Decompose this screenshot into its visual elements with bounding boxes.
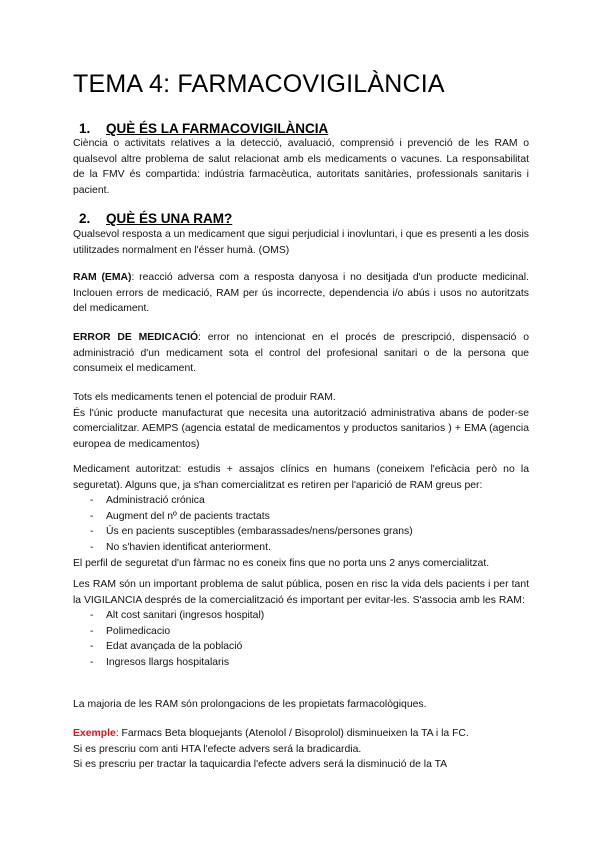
- ram-ema-definition: [73, 270, 529, 317]
- list-item: - Polimedicacio: [73, 624, 529, 640]
- potential-line-2: És l'únic producte manufacturat que necesita una autorització administrativa abans de poder-se comercialitzar. AEMPS (agencia estatal de medicamentos y productos sanitarios ) + EMA (agencia europea de medicamentos): [73, 407, 529, 450]
- medication-error-definition: [73, 330, 529, 377]
- section-1-title: QUÈ ÉS LA FARMACOVIGILÀNCIA: [106, 121, 329, 136]
- medication-error-text: : error no intencionat en el procés de prescripció, dispensació o administració d'un medicament sota el control del profesional sanitari o de la persona que consumeix el medicament.: [73, 332, 529, 375]
- example-label: Exemple: [73, 728, 116, 739]
- section-2-title: QUÈ ÉS UNA RAM?: [106, 211, 233, 226]
- ram-oms-definition: Qualsevol resposta a un medicament que sigui perjudicial i inovluntari, i que es presenti a les dosis utilitzades normalment en l'ésser humà. (OMS): [73, 229, 529, 256]
- list-item: - Edat avançada de la població: [73, 639, 529, 655]
- example-line-2: Si es prescriu com anti HTA l'efecte advers será la bradicardia.: [73, 743, 362, 755]
- public-health-text: Les RAM són un important problema de salut pública, posen en risc la vida dels pacients i per tant la VIGILANCIA després de la comercialització és important per evitar-les. S'associa amb les RAM:: [73, 579, 529, 606]
- list-item: - Ús en pacients susceptibles (embarassades/nens/persones grans): [73, 524, 529, 540]
- list-item: - Administració crónica: [73, 493, 529, 509]
- list-item: - Alt cost sanitari (ingresos hospital): [73, 608, 529, 624]
- prolongations-text: La majoria de les RAM són prolongacions de les propietats farmacològiques.: [73, 699, 427, 710]
- section-2-number: 2.: [79, 211, 91, 226]
- page-title: TEMA 4: FARMACOVIGILÀNCIA: [73, 70, 445, 98]
- list-item: - Ingresos llargs hospitalaris: [73, 655, 529, 671]
- section-1-body: Ciència o activitats relatives a la detecció, avaluació, comprensió i prevenció de les RAM o qualsevol altre problema de salut relacionat amb els medicaments o vacunes. La responsabilitat de la FMV és compartida: indústria farmacèutica, autoritats sanitàries, professionals sanitaris i pacient.: [73, 138, 529, 196]
- example-paragraph: [73, 726, 529, 773]
- ram-ema-label: RAM (EMA): [73, 272, 132, 283]
- list-item: - Augment del nº de pacients tractats: [73, 509, 529, 525]
- section-1-heading: [79, 121, 328, 136]
- potential-paragraph: [73, 390, 529, 452]
- ram-ema-text: : reacció adversa com a resposta danyosa i no desitjada d'un producte medicinal. Inclouen errors de medicació, RAM per ús incorrecte, dependencia i/o abús i usos no autoritzats del medicament.: [73, 272, 530, 315]
- public-health-paragraph: [73, 577, 529, 671]
- example-line-1: [73, 726, 529, 742]
- list-item: - No s'havien identificat anteriorment.: [73, 540, 529, 556]
- potential-line-1: Tots els medicaments tenen el potencial de produir RAM.: [73, 392, 336, 403]
- associations-list: [73, 608, 529, 670]
- withdrawal-reasons-list: [73, 493, 529, 555]
- section-2-heading: [79, 211, 232, 226]
- example-line-3: Si es prescriu per tractar la taquicardia l'efecte advers será la disminució de la TA: [73, 759, 448, 771]
- security-profile-text: El perfil de seguretat d'un fàrmac no es coneix fins que no porta uns 2 anys comercialitzat.: [73, 557, 490, 569]
- example-line-1-text: : Farmacs Beta bloquejants (Atenolol / Bisoprolol) disminueixen la TA i la FC.: [115, 728, 469, 739]
- authorized-paragraph: [73, 462, 529, 571]
- authorized-text: Medicament autoritzat: estudis + assajos clínics en humans (coneixem l'eficàcia però no la seguretat). Alguns que, ja s'han comercialitzat es retiren per l'aparició de RAM greus per:: [73, 464, 529, 491]
- section-1-number: 1.: [79, 121, 91, 136]
- medication-error-label: ERROR DE MEDICACIÓ: [73, 332, 199, 343]
